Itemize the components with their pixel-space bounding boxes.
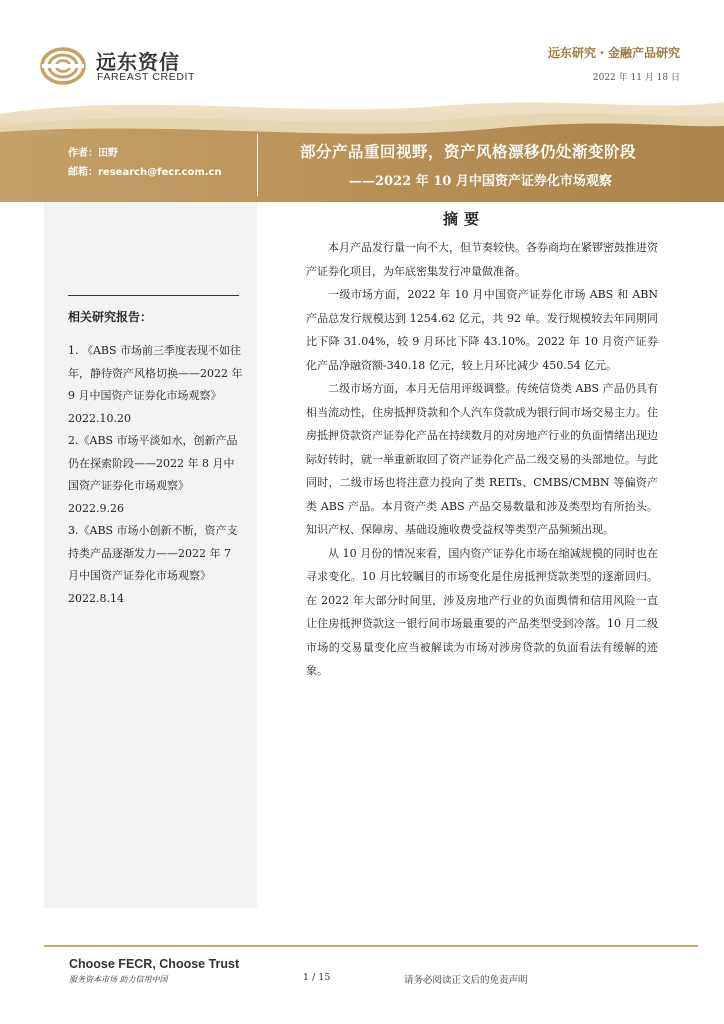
report-series: 远东研究・金融产品研究 [547,46,680,60]
footer-slogan: 服务资本市场 助力信用中国 [69,975,168,984]
summary-paragraph: 一级市场方面，2022 年 10 月中国资产证券化市场 ABS 和 ABN 产品总发行规模达到 1254.62 亿元，共 92 单。发行规模较去年同期同比下降 31.04%，较 9 月环比下降 43.10%。2022 年 10 月资产证券化产品净融资额-340.18 亿元，较上月环比减少 450.54 亿元。 [306,288,658,372]
header-right [548,44,680,83]
report-title: 部分产品重回视野，资产风格漂移仍处渐变阶段 [300,142,637,161]
author-email[interactable]: 邮箱：research@fecr.com.cn [68,167,222,178]
summary-body [306,236,658,683]
report-subtitle: ——2022 年 10 月中国资产证券化市场观察 [349,174,612,189]
summary-paragraph: 二级市场方面，本月无信用评级调整。传统信贷类 ABS 产品仍具有相当流动性，住房抵押贷款和个人汽车贷款成为银行间市场交易主力。住房抵押贷款资产证券化产品在持续数月的对房地产行业的负面情绪出现边际好转时，就一举重新取回了资产证券化产品二级交易的头部地位。与此同时，二级市场也将注意力投向了类 REITs、CMBS/CMBN 等偏资产类 ABS 产品。本月资产类 ABS 产品交易数量和涉及类型均有所抬头。知识产权、保障房、基础设施收费受益权等类型产品频频出现。 [306,382,658,536]
summary-heading: 摘要 [443,210,486,228]
logo-english-name: FAREAST CREDIT [97,71,196,83]
logo-chinese-name: 远东资信 [96,50,180,74]
banner-divider [257,134,258,196]
related-report-item[interactable]: 1. 《ABS 市场前三季度表现不如往年，静待资产风格切换——2022 年 9 月中国资产证券化市场观察》2022.10.20 [68,344,243,425]
summary-paragraph: 本月产品发行量一向不大，但节奏较快。各券商均在紧锣密鼓推进资产证券化项目，为年底密集发行冲量做准备。 [306,241,658,278]
author-block [68,144,222,182]
footer-divider [44,945,698,947]
page-number: 1 / 15 [303,972,331,983]
sidebar-divider [68,295,239,296]
related-report-item[interactable]: 3.《ABS 市场小创新不断，资产支持类产品逐渐发力——2022 年 7 月中国资产证券化市场观察》2022.8.14 [68,524,238,605]
logo-mark-icon [40,46,88,86]
author-name: 作者：田野 [68,148,118,159]
related-reports-list [68,340,243,610]
footer-disclaimer: 请务必阅读正文后的免责声明 [404,975,528,986]
related-report-item[interactable]: 2.《ABS 市场平淡如水，创新产品仍在探索阶段——2022 年 8 月中国资产证券化市场观察》2022.9.26 [68,434,238,515]
related-reports-heading: 相关研究报告： [68,310,153,324]
summary-paragraph: 从 10 月份的情况来看，国内资产证券化市场在缩减规模的同时也在寻求变化。10 月比较瞩目的市场变化是住房抵押贷款类型的逐渐回归。在 2022 年大部分时间里，涉及房地产行业的负面舆情和信用风险一直让住房抵押贷款这一银行间市场最重要的产品类型受到冷落。10 月二级市场的交易量变化应当被解读为市场对涉房贷款的负面看法有缓解的迹象。 [306,546,658,677]
report-date: 2022 年 11 月 18 日 [592,73,680,83]
footer-brand: Choose FECR, Choose Trust [69,957,240,971]
company-logo [40,46,210,86]
